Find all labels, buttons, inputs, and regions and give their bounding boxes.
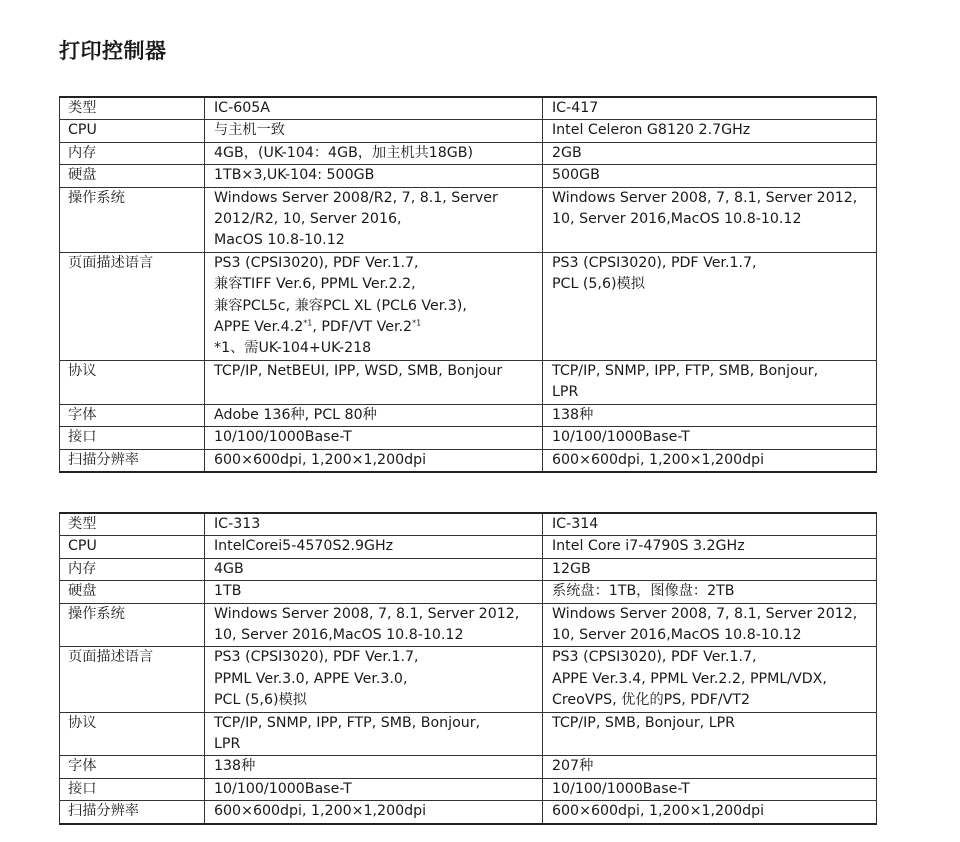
cell-value-pdl: [205, 252, 543, 360]
cell-value: 138种: [205, 756, 543, 778]
table-row-type: [60, 513, 877, 536]
row-label: CPU: [60, 536, 205, 558]
cell-value: Windows Server 2008, 7, 8.1, Server 2012, 10, Server 2016,MacOS 10.8-10.12: [543, 603, 877, 647]
cell-value: IC-605A: [205, 97, 543, 120]
cell-value: 2GB: [543, 142, 877, 164]
cell-value: 10/100/1000Base-T: [205, 778, 543, 800]
cell-value: PS3 (CPSI3020), PDF Ver.1.7, PPML Ver.3.0, APPE Ver.3.0, PCL (5,6)模拟: [205, 647, 543, 712]
cell-value: PS3 (CPSI3020), PDF Ver.1.7, APPE Ver.3.4, PPML Ver.2.2, PPML/VDX, CreoVPS, 优化的PS, PDF/VT2: [543, 647, 877, 712]
cell-value: IC-313: [205, 513, 543, 536]
row-label: 类型: [60, 97, 205, 120]
cell-value: IntelCorei5-4570S2.9GHz: [205, 536, 543, 558]
row-label: 接口: [60, 778, 205, 800]
cell-value: 500GB: [543, 165, 877, 187]
table-row-protocol: [60, 360, 877, 404]
row-label: 字体: [60, 404, 205, 426]
table-row-hdd: [60, 581, 877, 603]
cell-value: 600×600dpi, 1,200×1,200dpi: [205, 449, 543, 472]
table-row-memory: [60, 142, 877, 164]
pdl-appe: APPE Ver.4.2: [214, 319, 304, 336]
cell-value: TCP/IP, SNMP, IPP, FTP, SMB, Bonjour, LPR: [543, 360, 877, 404]
row-label: 扫描分辨率: [60, 449, 205, 472]
cell-value: TCP/IP, SMB, Bonjour, LPR: [543, 712, 877, 756]
cell-value: Adobe 136种, PCL 80种: [205, 404, 543, 426]
cell-value: TCP/IP, SNMP, IPP, FTP, SMB, Bonjour, LPR: [205, 712, 543, 756]
cell-value: Windows Server 2008/R2, 7, 8.1, Server 2012/R2, 10, Server 2016, MacOS 10.8-10.12: [205, 187, 543, 252]
footnote-marker: *1: [303, 318, 313, 328]
cell-value: 600×600dpi, 1,200×1,200dpi: [543, 449, 877, 472]
table-row-interface: [60, 427, 877, 449]
cell-value: 与主机一致: [205, 120, 543, 142]
row-label: 字体: [60, 756, 205, 778]
cell-value: Intel Core i7-4790S 3.2GHz: [543, 536, 877, 558]
table-row-os: [60, 187, 877, 252]
cell-value: IC-417: [543, 97, 877, 120]
table-row-cpu: [60, 536, 877, 558]
row-label: 页面描述语言: [60, 647, 205, 712]
cell-value: 10/100/1000Base-T: [205, 427, 543, 449]
pdl-line: 兼容PCL5c, 兼容PCL XL (PCL6 Ver.3),: [214, 297, 467, 314]
cell-value: 138种: [543, 404, 877, 426]
table-row-protocol: [60, 712, 877, 756]
table-row-pdl: [60, 252, 877, 360]
table-row-type: [60, 97, 877, 120]
row-label: CPU: [60, 120, 205, 142]
cell-value: TCP/IP, NetBEUI, IPP, WSD, SMB, Bonjour: [205, 360, 543, 404]
cell-value: 4GB: [205, 558, 543, 580]
row-label: 页面描述语言: [60, 252, 205, 360]
cell-value: IC-314: [543, 513, 877, 536]
table-row-fonts: [60, 404, 877, 426]
footnote-marker: *1: [412, 318, 422, 328]
row-label: 硬盘: [60, 165, 205, 187]
table-row-fonts: [60, 756, 877, 778]
table-row-scan-resolution: [60, 801, 877, 824]
cell-value: 10/100/1000Base-T: [543, 778, 877, 800]
row-label: 操作系统: [60, 603, 205, 647]
row-label: 操作系统: [60, 187, 205, 252]
row-label: 协议: [60, 712, 205, 756]
table-row-cpu: [60, 120, 877, 142]
page-title: 打印控制器: [59, 39, 167, 63]
cell-value: 1TB: [205, 581, 543, 603]
table-row-memory: [60, 558, 877, 580]
cell-value: 207种: [543, 756, 877, 778]
pdl-line: PS3 (CPSI3020), PDF Ver.1.7,: [214, 254, 419, 271]
row-label: 内存: [60, 558, 205, 580]
cell-value: 12GB: [543, 558, 877, 580]
cell-value: 600×600dpi, 1,200×1,200dpi: [543, 801, 877, 824]
pdl-pdfvt: , PDF/VT Ver.2: [312, 319, 413, 336]
cell-value: 10/100/1000Base-T: [543, 427, 877, 449]
cell-value: PS3 (CPSI3020), PDF Ver.1.7, PCL (5,6)模拟: [543, 252, 877, 360]
spec-table-ic605a-ic417: [59, 96, 877, 473]
table-row-hdd: [60, 165, 877, 187]
pdl-line: 兼容TIFF Ver.6, PPML Ver.2.2,: [214, 276, 416, 293]
row-label: 硬盘: [60, 581, 205, 603]
cell-value: Windows Server 2008, 7, 8.1, Server 2012, 10, Server 2016,MacOS 10.8-10.12: [205, 603, 543, 647]
cell-value: 1TB×3,UK-104: 500GB: [205, 165, 543, 187]
cell-value: Intel Celeron G8120 2.7GHz: [543, 120, 877, 142]
row-label: 类型: [60, 513, 205, 536]
cell-value: Windows Server 2008, 7, 8.1, Server 2012, 10, Server 2016,MacOS 10.8-10.12: [543, 187, 877, 252]
row-label: 接口: [60, 427, 205, 449]
cell-value: 4GB，(UK-104：4GB，加主机共18GB): [205, 142, 543, 164]
row-label: 协议: [60, 360, 205, 404]
row-label: 扫描分辨率: [60, 801, 205, 824]
table-row-interface: [60, 778, 877, 800]
table-row-scan-resolution: [60, 449, 877, 472]
footnote-text: *1、需UK-104+UK-218: [214, 340, 372, 357]
table-row-pdl: [60, 647, 877, 712]
cell-value: 系统盘：1TB，图像盘：2TB: [543, 581, 877, 603]
row-label: 内存: [60, 142, 205, 164]
cell-value: 600×600dpi, 1,200×1,200dpi: [205, 801, 543, 824]
spec-table-ic313-ic314: [59, 512, 877, 825]
table-row-os: [60, 603, 877, 647]
